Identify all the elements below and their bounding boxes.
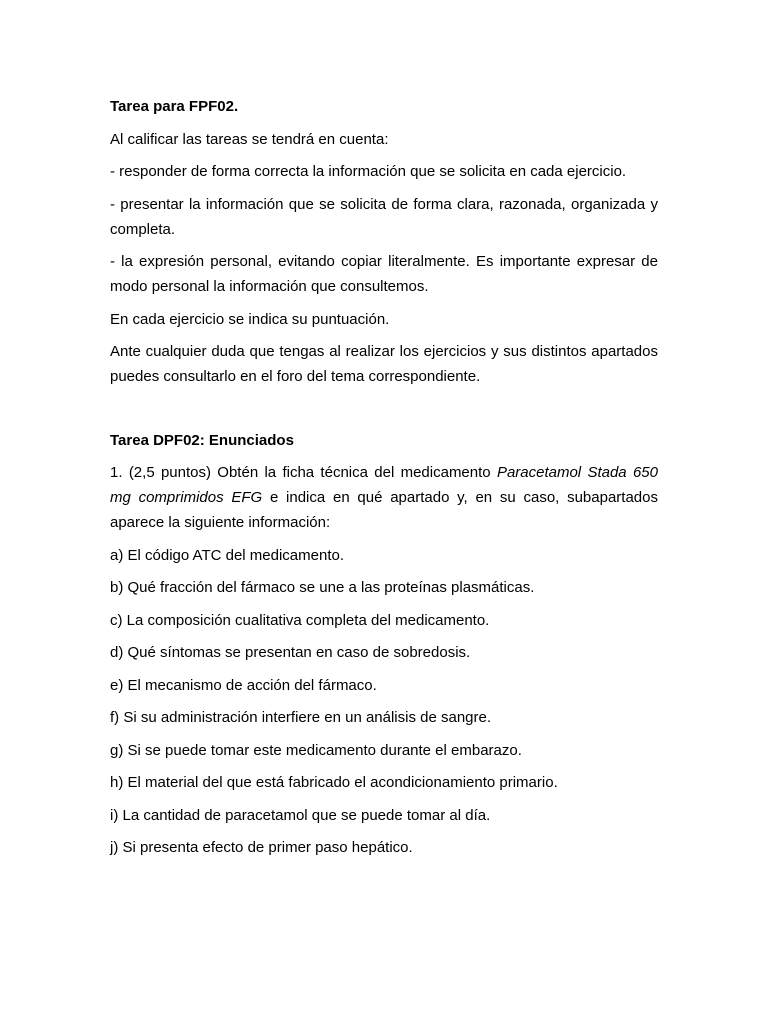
criterion-personal-expression: - la expresión personal, evitando copiar literalmente. Es importante expresar de modo personal la información que consultemos.: [110, 253, 658, 295]
list-item: b) Qué fracción del fármaco se une a las proteínas plasmáticas.: [110, 579, 535, 596]
criterion-correctness: - responder de forma correcta la información que se solicita en cada ejercicio.: [110, 163, 627, 180]
exercise-1-statement: [110, 460, 658, 535]
exercise-1-prefix: 1. (2,5 puntos) Obtén la ficha técnica del medicamento: [110, 464, 497, 481]
list-item: g) Si se puede tomar este medicamento durante el embarazo.: [110, 741, 522, 759]
list-item: i) La cantidad de paracetamol que se puede tomar al día.: [110, 806, 491, 824]
heading-task-dpf02: Tarea DPF02: Enunciados: [110, 431, 294, 449]
list-item: f) Si su administración interfiere en un análisis de sangre.: [110, 709, 492, 726]
section-spacer: [110, 397, 658, 428]
list-item: a) El código ATC del medicamento.: [110, 546, 345, 564]
criterion-clarity: - presentar la información que se solicita de forma clara, razonada, organizada y completa.: [110, 195, 658, 238]
note-forum: Ante cualquier duda que tengas al realizar los ejercicios y sus distintos apartados puedes consultarlo en el foro del tema correspondiente.: [110, 343, 658, 385]
list-item: j) Si presenta efecto de primer paso hepático.: [110, 839, 413, 856]
list-item: d) Qué síntomas se presentan en caso de sobredosis.: [110, 644, 471, 661]
heading-task-fpf02: Tarea para FPF02.: [110, 98, 239, 115]
exercise-1-suffix: e indica en qué apartado y, en su caso, subapartados aparece la siguiente información:: [110, 489, 658, 531]
list-item: h) El material del que está fabricado el acondicionamiento primario.: [110, 774, 558, 791]
list-item: c) La composición cualitativa completa del medicamento.: [110, 611, 490, 629]
note-score: En cada ejercicio se indica su puntuación.: [110, 310, 390, 328]
grading-intro: Al calificar las tareas se tendrá en cuenta:: [110, 130, 389, 148]
document-page: [110, 94, 658, 868]
list-item: e) El mecanismo de acción del fármaco.: [110, 676, 377, 694]
drug-name: Paracetamol Stada 650 mg comprimidos EFG: [110, 464, 658, 506]
